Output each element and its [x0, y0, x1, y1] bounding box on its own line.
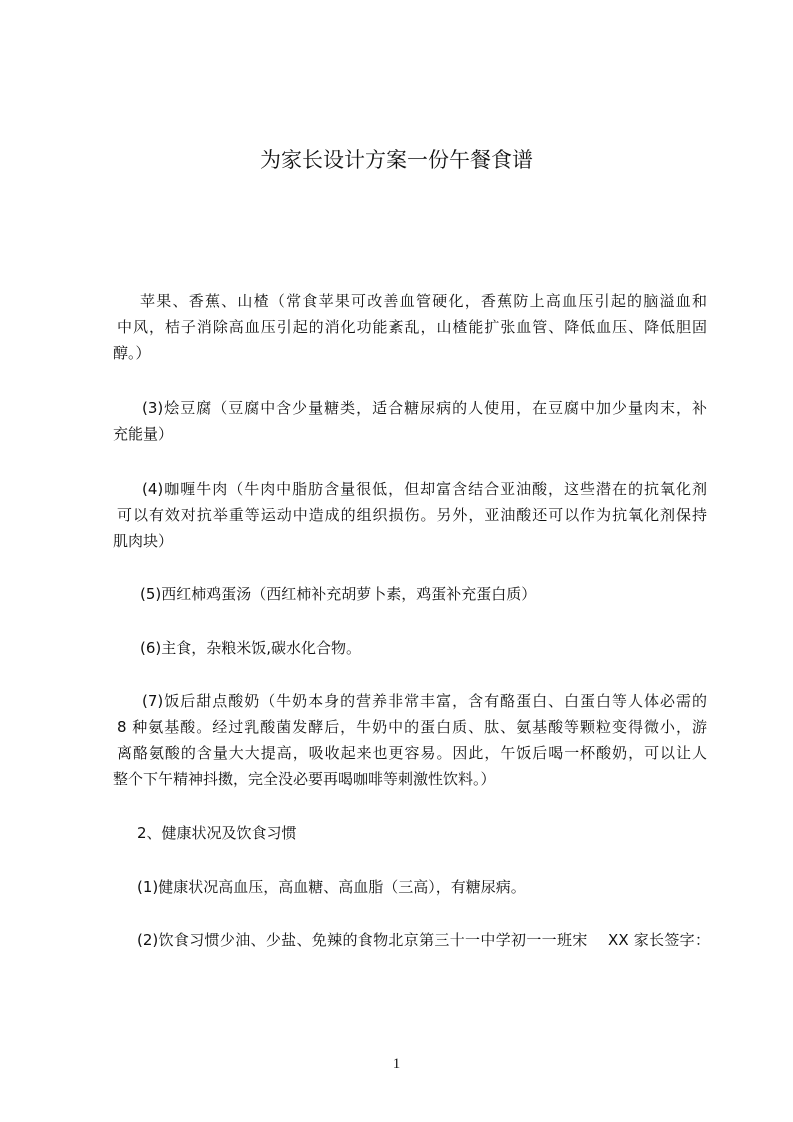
- paragraph-line: (7)饭后甜点酸奶（牛奶本身的营养非常丰富，含有酪蛋白、白蛋白等人体必需的: [142, 692, 707, 710]
- paragraph-line: 充能量）: [113, 425, 174, 443]
- paragraph-line: 苹果、香蕉、山楂（常食苹果可改善血管硬化，香蕉防上高血压引起的脑溢血和: [140, 292, 707, 310]
- page-number: 1: [392, 1056, 401, 1072]
- paragraph-line: (2)饮食习惯少油、少盐、免辣的食物北京第三十一中学初一一班宋 XX 家长签字：: [137, 931, 710, 949]
- paragraph-line: (3)烩豆腐（豆腐中含少量糖类，适合糖尿病的人使用，在豆腐中加少量肉末，补: [142, 399, 707, 417]
- section-heading: 2、健康状况及饮食习惯: [137, 824, 297, 842]
- paragraph-line: 离酪氨酸的含量大大提高，吸收起来也更容易。因此，午饭后喝一杯酸奶，可以让人: [117, 744, 707, 762]
- page-title: 为家长设计方案一份午餐食谱: [260, 148, 533, 172]
- paragraph-line: 可以有效对抗举重等运动中造成的组织损伤。另外，亚油酸还可以作为抗氧化剂保持: [117, 506, 707, 524]
- paragraph-line: 肌肉块）: [113, 532, 174, 550]
- paragraph-line: (1)健康状况高血压，高血糖、高血脂（三高），有糖尿病。: [137, 878, 526, 896]
- paragraph-line: (5)西红柿鸡蛋汤（西红柿补充胡萝卜素，鸡蛋补充蛋白质）: [140, 585, 537, 603]
- paragraph-line: 中风，桔子消除高血压引起的消化功能紊乱，山楂能扩张血管、降低血压、降低胆固: [117, 318, 707, 336]
- paragraph-line: 8 种氨基酸。经过乳酸菌发酵后，牛奶中的蛋白质、肽、氨基酸等颗粒变得微小，游: [117, 718, 707, 736]
- paragraph-line: (4)咖喱牛肉（牛肉中脂肪含量很低，但却富含结合亚油酸，这些潜在的抗氧化剂: [142, 480, 707, 498]
- paragraph-line: 醇。）: [113, 344, 151, 362]
- paragraph-line: (6)主食，杂粮米饭,碳水化合物。: [140, 639, 362, 657]
- paragraph-line: 整个下午精神抖擞，完全没必要再喝咖啡等刺激性饮料。）: [113, 770, 496, 788]
